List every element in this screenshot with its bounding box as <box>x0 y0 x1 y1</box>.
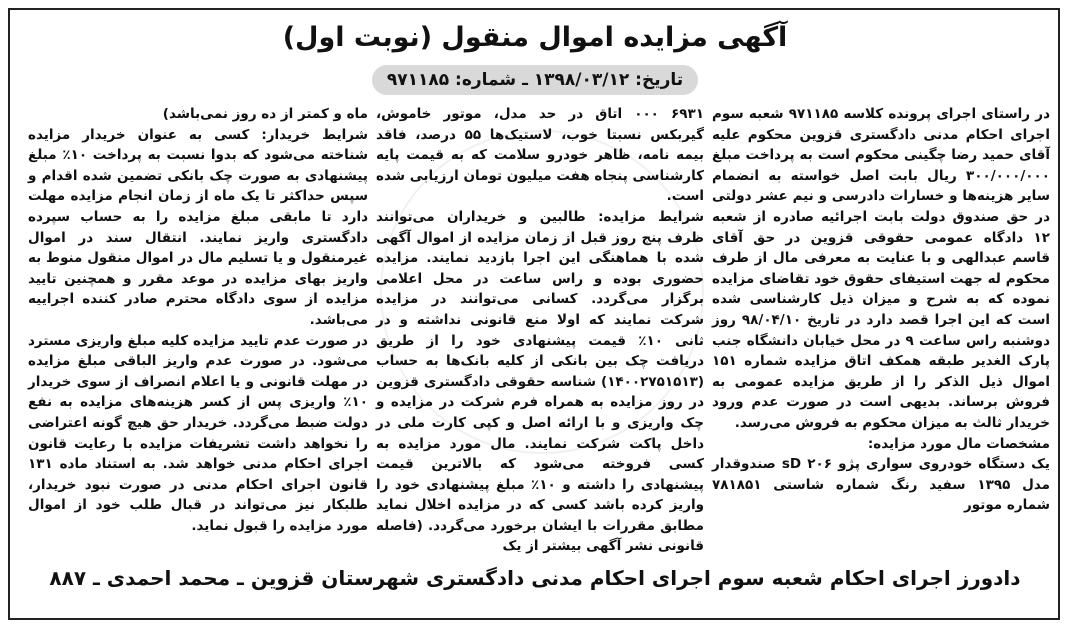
paragraph: شرایط خریدار: کسی به عنوان خریدار مزایده شناخته می‌شود که بدوا نسبت به پرداخت ۱۰٪ مبلغ پیشنهادی به صورت چک بانکی تضمین شده اقدام و سپس حداکثر تا یک ماه از زمان انجام مزایده مهلت دارد تا مابقی مبلغ مزایده را به حساب سپرده دادگستری واریز نمایند. انتقال سند در اموال غیرمنقول و یا تسلیم مال در اموال منقول منوط به واریز بهای مزایده در موعد مقرر و همچنین تایید مزایده از سوی دادگاه محترم صادر کننده اجراییه می‌باشد. <box>28 126 368 328</box>
signature-footer: دادورز اجرای احکام شعبه سوم اجرای احکام مدنی دادگستری شهرستان قزوین ـ محمد احمدی ـ ۸۸۷ <box>49 566 1021 590</box>
column-middle <box>376 104 704 557</box>
notice-title: آگهی مزایده اموال منقول (نوبت اول) <box>282 22 788 53</box>
paragraph: یک دستگاه خودروی سواری پژو ۲۰۶ sD صندوقدار مدل ۱۳۹۵ سفید رنگ شماره شاستی ۷۸۱۸۵۱ شماره موتور <box>712 456 1051 514</box>
paragraph: در صورت عدم تایید مزایده کلیه مبلغ واریزی مسترد می‌شود. در صورت عدم واریز الباقی مبلغ مزایده در مهلت قانونی و یا اعلام انصراف از سوی خریدار ۱۰٪ واریزی پس از کسر هزینه‌های مزایده به نفع دولت ضبط می‌گردد. خریدار حق هیچ گونه اعتراضی را نخواهد داشت تشریفات مزایده با رعایت قانون اجرای احکام مدنی خواهد شد. به استناد ماده ۱۳۱ قانون اجرای احکام مدنی در صورت نبود خریدار، طلبکار نیز می‌تواند در قبال طلب خود از اموال مورد مزایده را قبول نماید. <box>28 332 368 534</box>
column-left <box>28 104 368 536</box>
paragraph: شرایط مزایده: طالبین و خریداران می‌توانند ظرف پنج روز قبل از زمان مزایده از اموال آگهی شده با هماهنگی این اجرا بازدید نمایند. مزایده حضوری بوده و راس ساعت در محل اعلامی برگزار می‌گردد. کسانی می‌توانند در مزایده شرکت نمایند که اولا منع قانونی نداشته و در ثانی ۱۰٪ قیمت پیشنهادی خود را از طریق دریافت چک بین بانکی از کلیه بانک‌ها به حساب (۱۴۰۰۲۷۵۱۵۱۳) شناسه حقوقی دادگستری قزوین در روز مزایده به همراه فرم شرکت در مزایده و چک واریزی و با ارائه اصل و کپی کارت ملی در داخل پاکت شرکت نمایند. مال مورد مزایده به کسی فروخته می‌شود که بالاترین قیمت پیشنهادی را داشته و ۱۰٪ مبلغ پیشنهادی خود را واریز کرده باشد کسی که در مزایده اخلال نماید مطابق مقررات با ایشان برخورد می‌گردد. (فاصله قانونی نشر آگهی بیشتر از یک <box>376 208 704 555</box>
paragraph: ماه و کمتر از ده روز نمی‌باشد) <box>162 106 368 122</box>
paragraph: در راستای اجرای پرونده کلاسه ۹۷۱۱۸۵ شعبه سوم اجرای احکام مدنی دادگستری قزوین محکوم علیه آقای حمید رضا چگینی محکوم است به پرداخت مبلغ ۳۰۰/۰۰۰/۰۰۰ ریال بابت اصل خواسته به انضمام سایر هزینه‌ها و خسارات دادرسی و نیم عشر دولتی در حق صندوق دولت بابت اجرائیه صادره از شعبه ۱۲ دادگاه عمومی حقوقی قزوین در حق آقای قاسم عبدالهی و با عنایت به معرفی مال از طرف محکوم له جهت استیفای حقوق خود تقاضای مزایده نموده که به شرح و میزان ذیل کارشناسی شده است که این اجرا قصد دارد در تاریخ ۹۸/۰۴/۱۰ روز دوشنبه راس ساعت ۹ در محل خیابان دانشگاه جنب پارک الغدیر طبقه همکف اتاق مزایده شماره ۱۵۱ اموال ذیل الذکر را از طریق مزایده عمومی به فروش برساند. بدیهی است در صورت عدم ورود خریدار ثالث به میزان محکوم به فروش می‌رسد. <box>712 106 1051 431</box>
section-heading: مشخصات مال مورد مزایده: <box>867 435 1050 452</box>
date-number-bar: تاریخ: ۱۳۹۸/۰۳/۱۲ ـ شماره: ۹۷۱۱۸۵ <box>372 65 698 95</box>
column-right <box>712 104 1050 516</box>
paragraph: ۶۹۳۱ ۰۰۰ اتاق در حد مدل، موتور خاموش، گیربکس نسبتا خوب، لاستیک‌ها ۵۵ درصد، فاقد بیمه نامه، ظاهر خودرو سلامت که به قیمت پایه کارشناسی پنجاه هفت میلیون تومان ارزیابی شده است. <box>376 106 705 205</box>
